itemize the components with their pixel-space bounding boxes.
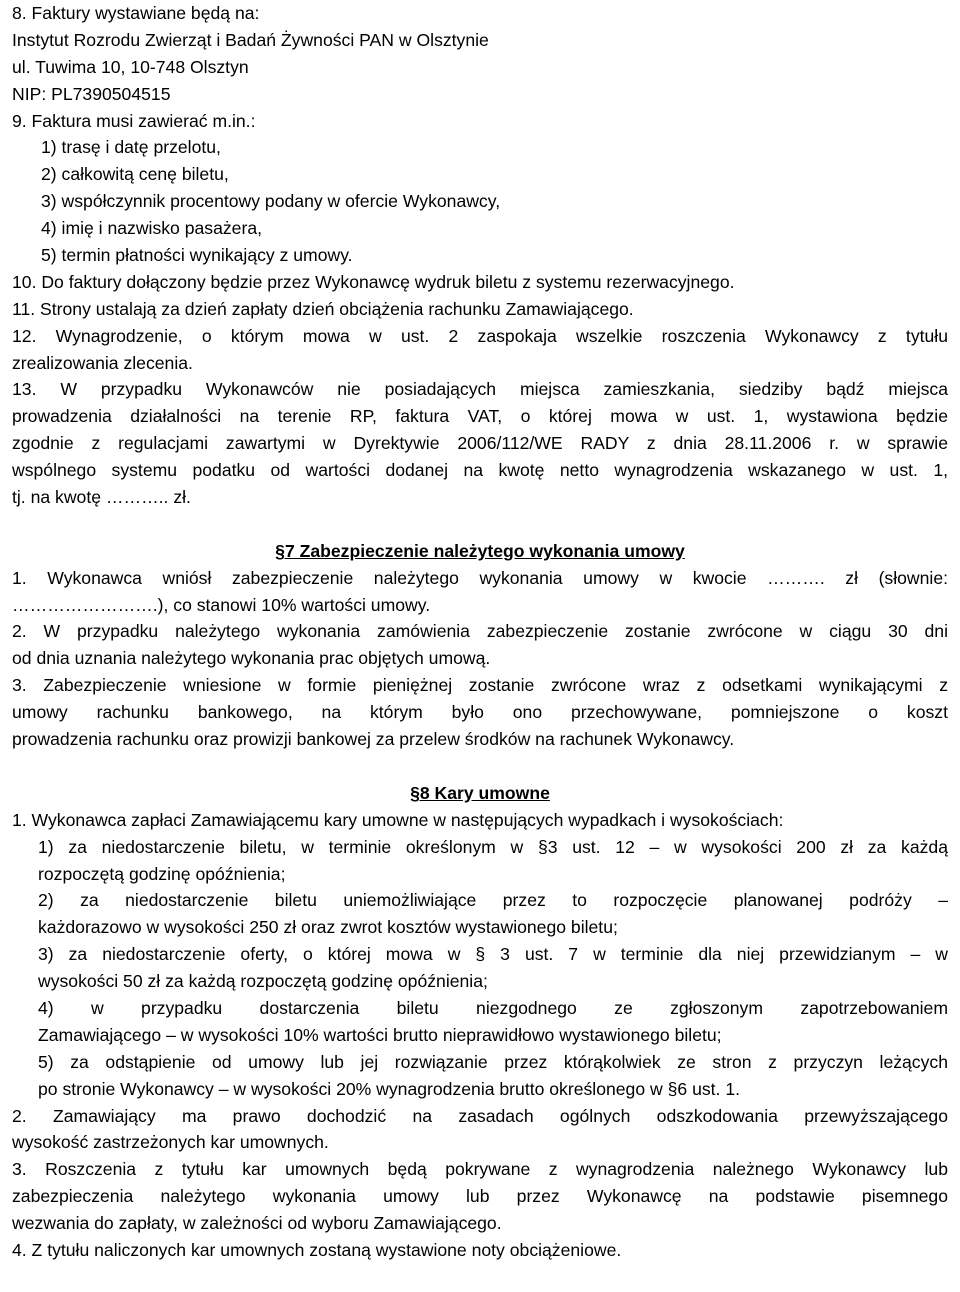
paragraph-13-line-1: 13. W przypadku Wykonawców nie posiadających miejsca zamieszkania, siedziby bądź miejsca: [12, 379, 948, 400]
section-8-point-2-line-2: wysokość zastrzeżonych kar umownych.: [12, 1132, 329, 1153]
spacer: [12, 511, 948, 538]
institute-address: ul. Tuwima 10, 10-748 Olsztyn: [12, 56, 249, 77]
paragraph-12-line-2: zrealizowania zlecenia.: [12, 352, 193, 373]
section-7-point-3-line-1: 3. Zabezpieczenie wniesione w formie pieniężnej zostanie zwrócone wraz z odsetkami wynikającymi z: [12, 675, 948, 696]
paragraph-11: 11. Strony ustalają za dzień zapłaty dzień obciążenia rachunku Zamawiającego.: [12, 298, 634, 319]
invoice-item-4: 4) imię i nazwisko pasażera,: [41, 218, 262, 239]
section-7-point-3-line-2: umowy rachunku bankowego, na którym było ono przechowywane, pomniejszone o koszt: [12, 702, 948, 723]
penalty-3-line-2: wysokości 50 zł za każdą rozpoczętą godzinę opóźnienia;: [38, 971, 488, 992]
penalty-5-line-2: po stronie Wykonawcy – w wysokości 20% wynagrodzenia brutto określonego w §6 ust. 1.: [38, 1078, 740, 1099]
penalty-4-line-1: 4) w przypadku dostarczenia biletu niezgodnego ze zgłoszonym zapotrzebowaniem: [38, 997, 948, 1018]
penalty-4-line-2: Zamawiającego – w wysokości 10% wartości brutto nieprawidłowo wystawionego biletu;: [38, 1024, 722, 1045]
section-8-heading: [12, 780, 948, 807]
institute-nip: NIP: PL7390504515: [12, 83, 171, 104]
penalty-2-line-2: każdorazowo w wysokości 250 zł oraz zwrot kosztów wystawionego biletu;: [38, 917, 618, 938]
invoice-item-5: 5) termin płatności wynikający z umowy.: [41, 245, 353, 266]
penalty-5-line-1: 5) za odstąpienie od umowy lub jej rozwiązanie przez którąkolwiek ze stron z przyczyn leżących: [38, 1051, 948, 1072]
paragraph-12-line-1: 12. Wynagrodzenie, o którym mowa w ust. 2 zaspokaja wszelkie roszczenia Wykonawcy z tytułu: [12, 325, 948, 346]
section-8-point-2-line-1: 2. Zamawiający ma prawo dochodzić na zasadach ogólnych odszkodowania przewyższającego: [12, 1105, 948, 1126]
section-7-title: §7 Zabezpieczenie należytego wykonania umowy: [275, 540, 685, 561]
paragraph-13-line-2: prowadzenia działalności na terenie RP, faktura VAT, o której mowa w ust. 1, wystawiona będzie: [12, 406, 948, 427]
section-8-title: §8 Kary umowne: [410, 782, 550, 803]
section-7-point-2-line-1: 2. W przypadku należytego wykonania zamówienia zabezpieczenie zostanie zwrócone w ciągu 30 dni: [12, 621, 948, 642]
paragraph-13-line-3: zgodnie z regulacjami zawartymi w Dyrektywie 2006/112/WE RADY z dnia 28.11.2006 r. w sprawie: [12, 433, 948, 454]
spacer: [12, 753, 948, 780]
section-7-point-1-line-2: …………………….), co stanowi 10% wartości umowy.: [12, 594, 431, 615]
penalty-1-line-1: 1) za niedostarczenie biletu, w terminie określonym w §3 ust. 12 – w wysokości 200 zł za każdą: [38, 836, 948, 857]
section-7-point-1-line-1: 1. Wykonawca wniósł zabezpieczenie należytego wykonania umowy w kwocie ………. zł (słownie:: [12, 567, 948, 588]
penalty-1-line-2: rozpoczętą godzinę opóźnienia;: [38, 863, 286, 884]
section-8-point-3-line-1: 3. Roszczenia z tytułu kar umownych będą pokrywane z wynagrodzenia należnego Wykonawcy lub: [12, 1159, 948, 1180]
section-7-point-2-line-2: od dnia uznania należytego wykonania prac objętych umową.: [12, 648, 491, 669]
invoice-contents-heading: 9. Faktura musi zawierać m.in.:: [12, 110, 256, 131]
section-8-point-1: 1. Wykonawca zapłaci Zamawiającemu kary umowne w następujących wypadkach i wysokościach:: [12, 809, 784, 830]
invoice-recipient-heading: 8. Faktury wystawiane będą na:: [12, 3, 260, 23]
paragraph-13-line-5: tj. na kwotę ……….. zł.: [12, 487, 191, 508]
invoice-item-3: 3) współczynnik procentowy podany w ofercie Wykonawcy,: [41, 191, 501, 212]
invoice-item-2: 2) całkowitą cenę biletu,: [41, 164, 229, 185]
section-8-point-3-line-2: zabezpieczenia należytego wykonania umowy lub przez Wykonawcę na podstawie pisemnego: [12, 1186, 948, 1207]
section-7-heading: [12, 538, 948, 565]
paragraph-13-line-4: wspólnego systemu podatku od wartości dodanej na kwotę netto wynagrodzenia wskazanego w ust. 1,: [12, 460, 948, 481]
section-7-point-3-line-3: prowadzenia rachunku oraz prowizji bankowej za przelew środków na rachunek Wykonawcy.: [12, 729, 735, 750]
institute-name: Instytut Rozrodu Zwierząt i Badań Żywności PAN w Olsztynie: [12, 29, 489, 50]
penalty-2-line-1: 2) za niedostarczenie biletu uniemożliwiające przez to rozpoczęcie planowanej podróży –: [38, 890, 948, 911]
section-8-point-3-line-3: wezwania do zapłaty, w zależności od wyboru Zamawiającego.: [12, 1213, 502, 1234]
penalty-3-line-1: 3) za niedostarczenie oferty, o której mowa w § 3 ust. 7 w terminie dla niej przewidzianym – w: [38, 944, 948, 965]
paragraph-10: 10. Do faktury dołączony będzie przez Wykonawcę wydruk biletu z systemu rezerwacyjnego.: [12, 271, 735, 292]
section-8-point-4: 4. Z tytułu naliczonych kar umownych zostaną wystawione noty obciążeniowe.: [12, 1239, 622, 1260]
invoice-item-1: 1) trasę i datę przelotu,: [41, 137, 221, 158]
